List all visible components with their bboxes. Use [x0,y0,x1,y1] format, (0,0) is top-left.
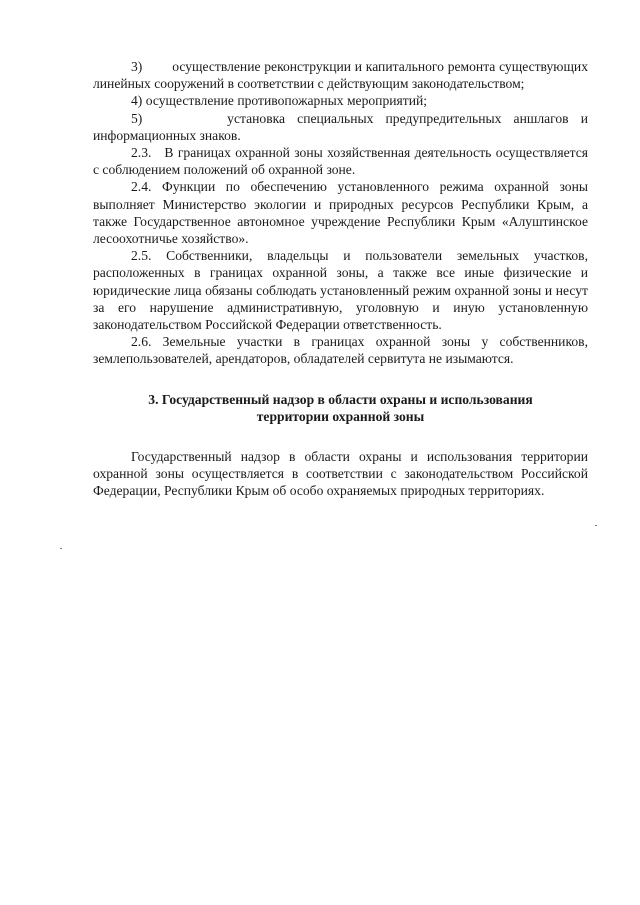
section-3-heading [93,391,588,425]
paragraph-2-6: 2.6. Земельные участки в границах охранной зоны у собственников, землепользователей, арендаторов, обладателей сервитута не изымаются. [93,334,588,367]
scan-speck [595,525,597,526]
paragraph-2-3: 2.3. В границах охранной зоны хозяйственная деятельность осуществляется с соблюдением положений об охранной зоне. [93,145,588,178]
section-3-heading-line-1: 3. Государственный надзор в области охраны и использования [148,391,533,407]
section-3-body: Государственный надзор в области охраны и использования территории охранной зоны осуществляется в соответствии с законодательством Российской Федерации, Республики Крым об особо охраняемых природных территориях. [93,449,588,499]
paragraph-item-4: 4) осуществление противопожарных мероприятий; [131,93,428,109]
paragraph-item-5: 5) установка специальных предупредительных аншлагов и информационных знаков. [93,110,588,143]
paragraph-item-3: 3) осуществление реконструкции и капитального ремонта существующих линейных сооружений в соответствии с действующим законодательством; [93,59,588,92]
scan-speck [60,548,62,549]
document-page [93,58,588,500]
paragraph-2-4: 2.4. Функции по обеспечению установленного режима охранной зоны выполняет Министерство экологии и природных ресурсов Республики Крым, а также Государственное автономное учреждение Республики Крым «Алуштинское лесоохотничье хозяйство». [93,179,588,247]
section-3-heading-line-2: территории охранной зоны [256,408,425,424]
paragraph-2-5: 2.5. Собственники, владельцы и пользователи земельных участков, расположенных в границах охранной зоны, а также все иные физические и юридические лица обязаны соблюдать установленный режим охранной зоны и несут за его нарушение административную, уголовную и иную установленную законодательством Российской Федерации ответственность. [93,248,588,333]
